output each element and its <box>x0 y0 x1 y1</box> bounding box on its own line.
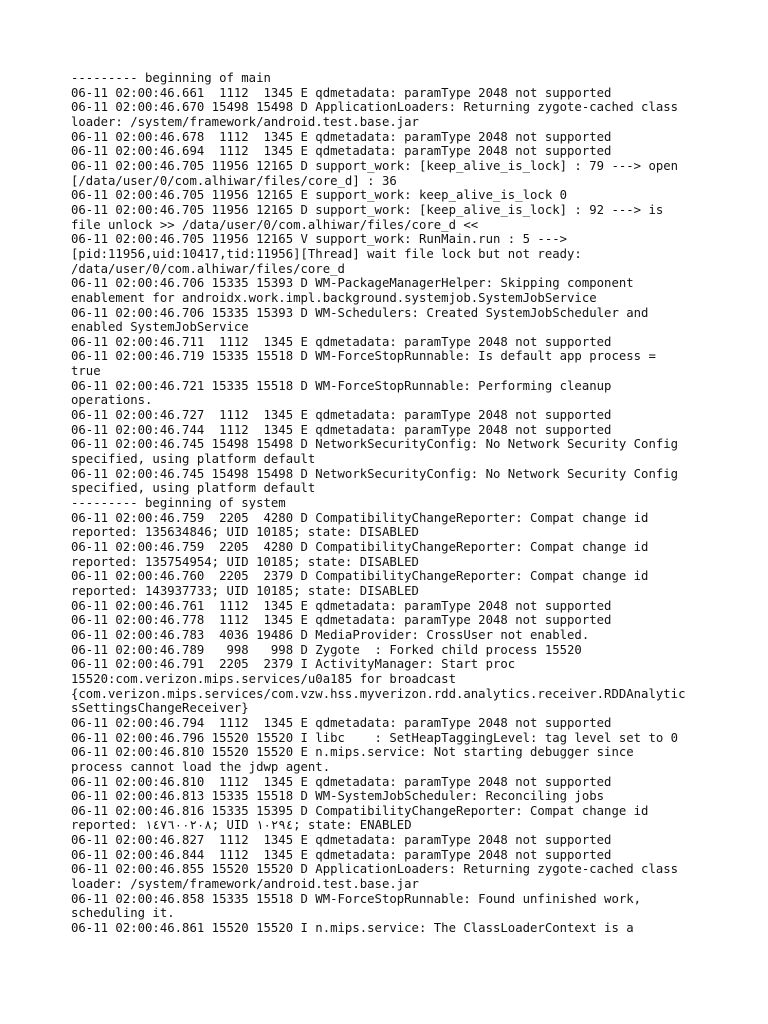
log-line: 06-11 02:00:46.861 15520 15520 I n.mips.service: The ClassLoaderContext is a <box>71 921 634 936</box>
log-line: 06-11 02:00:46.706 15335 15393 D WM-PackageManagerHelper: Skipping component <box>71 276 634 291</box>
log-line: [pid:11956,uid:10417,tid:11956][Thread] wait file lock but not ready: <box>71 246 582 261</box>
log-line: 06-11 02:00:46.705 11956 12165 E support_work: keep_alive_is_lock 0 <box>71 188 568 203</box>
log-line: 06-11 02:00:46.759 2205 4280 D CompatibilityChangeReporter: Compat change id <box>71 540 649 554</box>
log-line: 06-11 02:00:46.711 1112 1345 E qdmetadata: paramType 2048 not supported <box>71 334 612 349</box>
log-line: 06-11 02:00:46.678 1112 1345 E qdmetadata: paramType 2048 not supported <box>71 129 612 144</box>
log-line: 06-11 02:00:46.744 1112 1345 E qdmetadata: paramType 2048 not supported <box>71 422 612 437</box>
log-output <box>71 71 711 936</box>
log-line: 06-11 02:00:46.778 1112 1345 E qdmetadata: paramType 2048 not supported <box>71 613 612 628</box>
log-line: 06-11 02:00:46.827 1112 1345 E qdmetadata: paramType 2048 not supported <box>71 833 612 848</box>
log-line: process cannot load the jdwp agent. <box>71 759 331 774</box>
log-line: 06-11 02:00:46.721 15335 15518 D WM-ForceStopRunnable: Performing cleanup <box>71 378 612 393</box>
log-line: 06-11 02:00:46.745 15498 15498 D NetworkSecurityConfig: No Network Security Config <box>71 437 679 452</box>
log-line: 06-11 02:00:46.727 1112 1345 E qdmetadata: paramType 2048 not supported <box>71 408 612 423</box>
log-line: 06-11 02:00:46.810 1112 1345 E qdmetadata: paramType 2048 not supported <box>71 774 612 789</box>
log-line: reported: 135634846; UID 10185; state: DISABLED <box>71 525 419 540</box>
log-line: [/data/user/0/com.alhiwar/files/core_d] : 36 <box>71 173 397 188</box>
log-line: 06-11 02:00:46.759 2205 4280 D CompatibilityChangeReporter: Compat change id <box>71 510 649 525</box>
log-line: enabled SystemJobService <box>71 320 249 335</box>
log-line: true <box>71 364 101 379</box>
log-line: 06-11 02:00:46.761 1112 1345 E qdmetadata: paramType 2048 not supported <box>71 598 612 613</box>
log-line: 06-11 02:00:46.760 2205 2379 D CompatibilityChangeReporter: Compat change id <box>71 569 649 584</box>
log-line: 06-11 02:00:46.706 15335 15393 D WM-Schedulers: Created SystemJobScheduler and <box>71 305 649 320</box>
log-line: 06-11 02:00:46.816 15335 15395 D CompatibilityChangeReporter: Compat change id <box>71 803 649 818</box>
log-line: 06-11 02:00:46.670 15498 15498 D ApplicationLoaders: Returning zygote-cached class <box>71 100 679 115</box>
log-line: file unlock >> /data/user/0/com.alhiwar/files/core_d << <box>71 217 479 232</box>
log-line: 06-11 02:00:46.705 11956 12165 D support_work: [keep_alive_is_lock] : 79 ---> open <box>71 158 679 173</box>
log-line: --------- beginning of main <box>71 71 271 85</box>
log-line: 06-11 02:00:46.705 11956 12165 D support_work: [keep_alive_is_lock] : 92 ---> is <box>71 202 664 217</box>
log-line: enablement for androidx.work.impl.background.systemjob.SystemJobService <box>71 290 597 305</box>
log-line: specified, using platform default <box>71 452 316 467</box>
log-line: 06-11 02:00:46.745 15498 15498 D NetworkSecurityConfig: No Network Security Config <box>71 466 679 481</box>
log-line: sSettingsChangeReceiver} <box>71 701 249 716</box>
log-line: scheduling it. <box>71 906 175 921</box>
log-line: 06-11 02:00:46.719 15335 15518 D WM-ForceStopRunnable: Is default app process = <box>71 349 656 364</box>
log-line: 06-11 02:00:46.813 15335 15518 D WM-SystemJobScheduler: Reconciling jobs <box>71 789 605 804</box>
log-line: 06-11 02:00:46.796 15520 15520 I libc : SetHeapTaggingLevel: tag level set to 0 <box>71 730 679 745</box>
log-line: 06-11 02:00:46.705 11956 12165 V support_work: RunMain.run : 5 ---> <box>71 232 568 247</box>
log-line: 06-11 02:00:46.858 15335 15518 D WM-ForceStopRunnable: Found unfinished work, <box>71 891 642 906</box>
log-line: reported: 135754954; UID 10185; state: DISABLED <box>71 554 419 569</box>
log-line: 15520:com.verizon.mips.services/u0a185 for broadcast <box>71 671 456 686</box>
log-line: 06-11 02:00:46.855 15520 15520 D ApplicationLoaders: Returning zygote-cached class <box>71 862 679 877</box>
log-line: /data/user/0/com.alhiwar/files/core_d <box>71 261 345 276</box>
log-line: loader: /system/framework/android.test.base.jar <box>71 877 419 892</box>
log-line: 06-11 02:00:46.783 4036 19486 D MediaProvider: CrossUser not enabled. <box>71 627 590 642</box>
log-line: operations. <box>71 393 153 408</box>
log-line: 06-11 02:00:46.844 1112 1345 E qdmetadata: paramType 2048 not supported <box>71 847 612 862</box>
log-line: 06-11 02:00:46.661 1112 1345 E qdmetadata: paramType 2048 not supported <box>71 85 612 100</box>
log-line: loader: /system/framework/android.test.base.jar <box>71 114 419 129</box>
log-line: 06-11 02:00:46.694 1112 1345 E qdmetadata: paramType 2048 not supported <box>71 144 612 159</box>
log-line: {com.verizon.mips.services/com.vzw.hss.myverizon.rdd.analytics.receiver.RDDAnalytic <box>71 686 686 701</box>
log-line: reported: ١٤٧٦٠٠٢٠٨; UID ١٠٢٩٤; state: ENABLED <box>71 818 412 833</box>
log-line: 06-11 02:00:46.794 1112 1345 E qdmetadata: paramType 2048 not supported <box>71 715 612 730</box>
log-line: 06-11 02:00:46.791 2205 2379 I ActivityManager: Start proc <box>71 657 516 672</box>
log-line: specified, using platform default <box>71 481 316 496</box>
log-line: reported: 143937733; UID 10185; state: DISABLED <box>71 583 419 598</box>
log-line: 06-11 02:00:46.810 15520 15520 E n.mips.service: Not starting debugger since <box>71 745 634 760</box>
log-line: 06-11 02:00:46.789 998 998 D Zygote : Forked child process 15520 <box>71 642 582 657</box>
log-line: --------- beginning of system <box>71 496 286 511</box>
